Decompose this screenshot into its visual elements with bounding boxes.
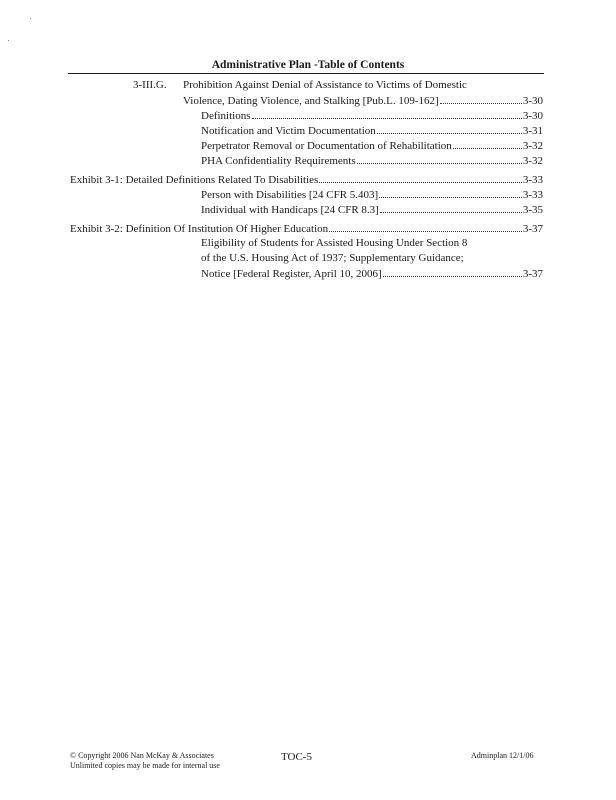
toc-entry[interactable]	[201, 108, 543, 124]
toc-entry-page: 3-35	[522, 204, 543, 216]
leader-dots	[357, 153, 522, 164]
leader-dots	[380, 202, 522, 213]
toc-entry[interactable]	[201, 187, 543, 203]
toc-entry-label: Individual with Handicaps [24 CFR 8.3]	[201, 204, 379, 216]
toc-entry-label: Definitions	[201, 110, 251, 122]
toc-entry[interactable]	[201, 123, 543, 139]
toc-entry[interactable]	[183, 93, 543, 109]
toc-entry-page: 3-37	[522, 268, 543, 280]
toc-entry-page: 3-32	[522, 155, 543, 167]
page-number: TOC-5	[281, 751, 312, 763]
toc-entry-label: of the U.S. Housing Act of 1937; Supplementary Guidance;	[201, 252, 464, 264]
toc-entry[interactable]	[70, 221, 543, 237]
section-number: 3-III.G.	[133, 79, 167, 91]
scan-speck	[30, 18, 31, 19]
toc-entry[interactable]	[70, 172, 543, 188]
toc-entry-page: 3-31	[522, 125, 543, 137]
scan-speck	[8, 40, 9, 41]
toc-entry-page: 3-33	[522, 174, 543, 186]
toc-entry-label: Person with Disabilities [24 CFR 5.403]	[201, 189, 379, 201]
leader-dots	[252, 108, 522, 119]
toc-entry-page: 3-33	[522, 189, 543, 201]
leader-dots	[329, 221, 522, 232]
toc-entry[interactable]	[201, 153, 543, 169]
document-id: Adminplan 12/1/06	[471, 751, 534, 760]
footer-notice	[70, 751, 220, 771]
toc-entry[interactable]	[201, 266, 543, 282]
toc-entry-page: 3-30	[522, 95, 543, 107]
leader-dots	[319, 172, 522, 183]
section-title: Prohibition Against Denial of Assistance to Victims of Domestic	[183, 79, 467, 91]
leader-dots	[379, 187, 522, 198]
page-title: Administrative Plan -Table of Contents	[211, 59, 405, 71]
leader-dots	[383, 266, 522, 277]
toc-entry-label: Eligibility of Students for Assisted Housing Under Section 8	[201, 237, 468, 249]
toc-entry-label: PHA Confidentiality Requirements	[201, 155, 356, 167]
toc-entry[interactable]	[201, 202, 543, 218]
toc-entry-label: Violence, Dating Violence, and Stalking [Pub.L. 109-162]	[183, 95, 439, 107]
toc-entry[interactable]	[201, 138, 543, 154]
toc-entry-label: Notice [Federal Register, April 10, 2006]	[201, 268, 382, 280]
toc-entry-page: 3-30	[522, 110, 543, 122]
copyright-text: © Copyright 2006 Nan McKay & Associates	[70, 751, 214, 760]
leader-dots	[453, 138, 522, 149]
toc-entry-label: Perpetrator Removal or Documentation of Rehabilitation	[201, 140, 452, 152]
toc-entry-page: 3-32	[522, 140, 543, 152]
toc-entry-page: 3-37	[522, 223, 543, 235]
toc-entry-label: Exhibit 3-1: Detailed Definitions Related To Disabilities	[70, 174, 319, 186]
toc-entry-label: Exhibit 3-2: Definition Of Institution Of Higher Education	[70, 223, 329, 235]
leader-dots	[440, 93, 522, 104]
header-rule	[68, 73, 544, 74]
leader-dots	[377, 123, 522, 134]
copies-text: Unlimited copies may be made for internal use	[70, 761, 220, 770]
toc-entry-label: Notification and Victim Documentation	[201, 125, 376, 137]
